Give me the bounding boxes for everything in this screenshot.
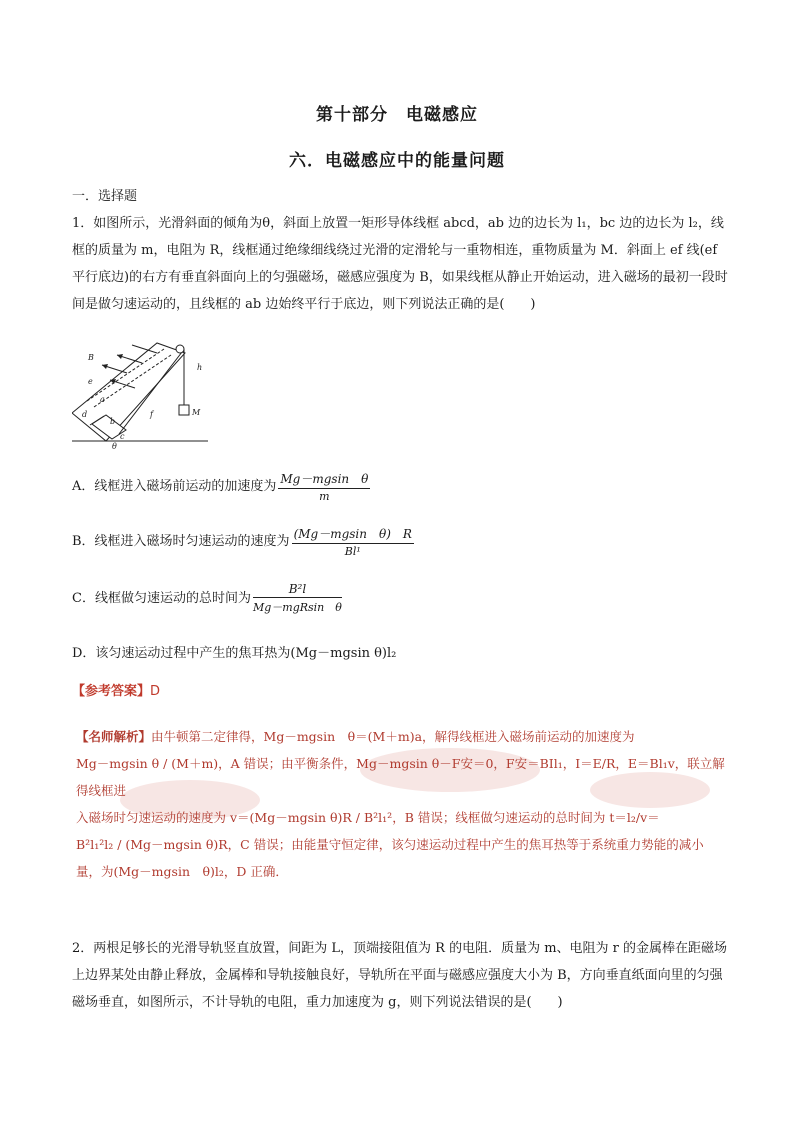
option-a-denominator: m — [319, 490, 330, 503]
option-a-numerator: Mg－mgsin θ — [278, 470, 370, 489]
answer-label: 【参考答案】 — [72, 684, 151, 699]
analysis-line-5: 量，为(Mg－mgsin θ)l₂，D 正确． — [76, 864, 288, 879]
option-a — [72, 470, 370, 503]
option-b-numerator: (Mg－mgsin θ) R — [292, 525, 414, 544]
option-a-fraction — [278, 470, 370, 503]
part-title: 第十部分 电磁感应 — [316, 105, 478, 125]
analysis-line-3: 入磁场时匀速运动的速度为 v＝(Mg－mgsin θ)R / B²l₁²，B 错误；线框做匀速运动的总时间为 t＝l₂/v＝ — [76, 810, 660, 825]
reference-answer — [72, 680, 160, 699]
fig-label-f: f — [150, 410, 153, 419]
fig-label-M: M — [192, 408, 201, 417]
analysis-label: 【名师解析】 — [76, 729, 152, 744]
analysis-block — [76, 723, 736, 885]
fig-label-a: a — [100, 395, 105, 404]
option-c-prefix: C．线框做匀速运动的总时间为 — [72, 591, 251, 606]
analysis-line-1 — [76, 723, 736, 750]
option-b — [72, 525, 414, 558]
analysis-line-1-text: 由牛顿第二定律得，Mg－mgsin θ＝(M＋m)a，解得线框进入磁场前运动的加速度为 — [151, 729, 635, 744]
section-heading: 一．选择题 — [72, 189, 138, 204]
option-c-denominator: Mg－mgRsin θ — [252, 601, 342, 614]
option-b-prefix: B．线框进入磁场时匀速运动的速度为 — [72, 534, 290, 549]
analysis-line-4: B²l₁²l₂ / (Mg－mgsin θ)R，C 错误；由能量守恒定律，该匀速运动过程中产生的焦耳热等于系统重力势能的减小 — [76, 837, 704, 852]
analysis-line-2: Mg－mgsin θ / (M＋m)，A 错误；由平衡条件，Mg－mgsin θ－F安＝0，F安＝BIl₁，I＝E/R，E＝Bl₁v，联立解得线框进 — [76, 756, 725, 798]
section-title: 六．电磁感应中的能量问题 — [289, 151, 505, 171]
question-1-text: 1．如图所示，光滑斜面的倾角为θ，斜面上放置一矩形导体线框 abcd，ab 边的边长为 l₁，bc 边的边长为 l₂，线框的质量为 m，电阻为 R，线框通过绝缘细线绕过光滑的定滑轮与一重物相连，重物质量为 M．斜面上 ef 线(ef 平行底边)的右方有垂直斜面向上的匀强磁场，磁感应强度为 B，如果线框从静止开始运动，进入磁场的最初一段时间是做匀速运动的，且线框的 ab 边始终平行于底边，则下列说法正确的是( ) — [72, 216, 728, 312]
option-c-fraction — [253, 582, 342, 615]
option-c — [72, 582, 342, 615]
fig-label-theta: θ — [112, 442, 117, 450]
incline-figure — [72, 335, 212, 450]
fig-label-c: c — [120, 432, 125, 441]
option-a-prefix: A．线框进入磁场前运动的加速度为 — [72, 479, 277, 494]
answer-value: D — [150, 684, 161, 699]
option-b-fraction — [292, 525, 414, 558]
fig-label-h: h — [197, 363, 203, 372]
question-2-text: 2．两根足够长的光滑导轨竖直放置，间距为 L，顶端接阻值为 R 的电阻．质量为 m、电阻为 r 的金属棒在距磁场上边界某处由静止释放，金属棒和导轨接触良好，导轨所在平面与磁感应强度大小为 B，方向垂直纸面向里的匀强磁场垂直，如图所示，不计导轨的电阻，重力加速度为 g，则下列说法错误的是( ) — [72, 941, 728, 1010]
option-c-numerator: B²l — [253, 582, 342, 598]
fig-label-B: B — [88, 353, 94, 362]
fig-label-e: e — [88, 377, 93, 386]
fig-label-d: d — [82, 410, 88, 419]
option-d: D．该匀速运动过程中产生的焦耳热为(Mg－mgsin θ)l₂ — [72, 646, 397, 661]
option-b-denominator: Bl¹ — [344, 545, 361, 558]
fig-label-b: b — [110, 417, 116, 426]
